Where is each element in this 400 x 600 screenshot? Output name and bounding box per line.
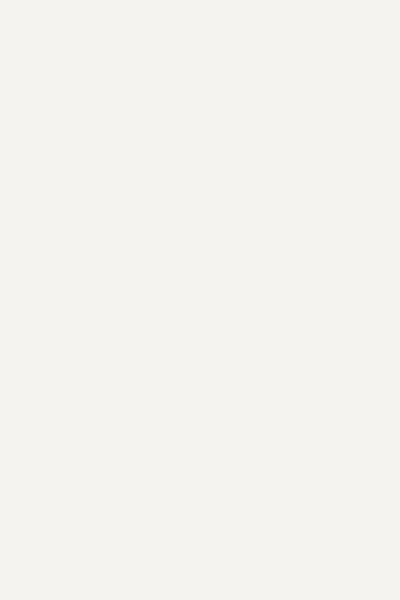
paragraph-4	[22, 154, 378, 171]
paragraph-2	[22, 121, 378, 138]
paragraph-3	[22, 137, 378, 154]
body-text	[22, 104, 378, 170]
paragraph-1	[22, 104, 378, 121]
